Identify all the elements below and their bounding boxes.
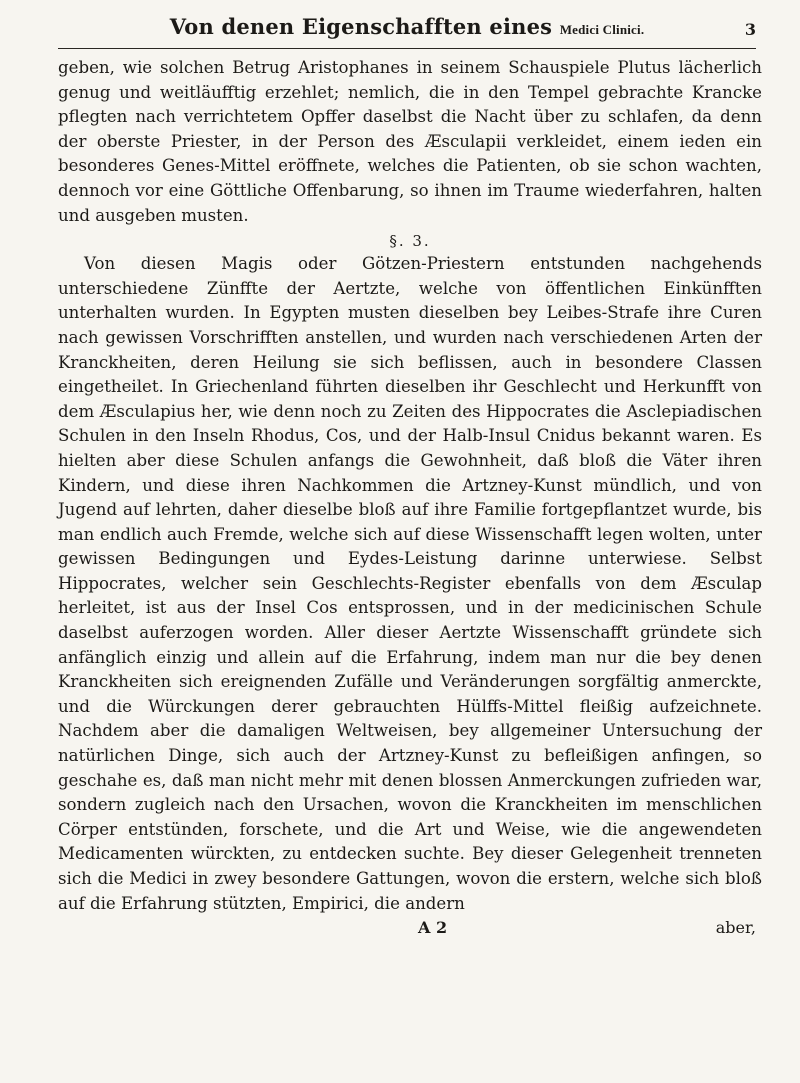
running-title: Von denen Eigenschafften eines	[169, 14, 553, 39]
paragraph-section-3: Von diesen Magis oder Götzen-Priestern entstunden nachgehends unterschiedene Zünffte der Aertzte, welche von öffentlichen Einkünfften unterhalten wurden. In Egypten musten dieselben bey Leibes-Strafe ihre Curen nach gewissen Vorschrifften anstellen, und wurden nach verschiedenen Arten der Kranckheiten, deren Heilung sie sich beflissen, auch in besondere Classen eingetheilet. In Griechenland führten dieselben ihr Geschlecht und Herkunfft von dem Æsculapius her, wie denn noch zu Zeiten des Hippocrates die Asclepiadischen Schulen in den Inseln Rhodus, Cos, und der Halb-Insul Cnidus bekannt waren. Es hielten aber diese Schulen anfangs die Gewohnheit, daß bloß die Väter ihren Kindern, und diese ihren Nachkommen die Artzney-Kunst mündlich, und von Jugend auf lehrten, daher dieselbe bloß auf ihre Familie fortgepflantzet wurde, bis man endlich auch Fremde, welche sich auf diese Wissenschafft legen wolten, unter gewissen Bedingungen und Eydes-Leistung darinne unterwiese. Selbst Hippocrates, welcher sein Geschlechts-Register ebenfalls von dem Æsculap herleitet, ist aus der Insel Cos entsprossen, und in der medicinischen Schule daselbst auferzogen worden. Aller dieser Aertzte Wissenschafft gründete sich anfänglich einzig und allein auf die Erfahrung, indem man nur die bey denen Kranckheiten sich ereignenden Zufälle und Veränderungen sorgfältig anmerckte, und die Würckungen derer gebrauchten Hülffs-Mittel fleißig aufzeichnete. Nachdem aber die damaligen Weltweisen, bey allgemeiner Untersuchung der natürlichen Dinge, sich auch der Artzney-Kunst zu befleißigen anfingen, so geschahe es, daß man nicht mehr mit denen blossen Anmerckungen zufrieden war, sondern zugleich nach den Ursachen, wovon die Kranckheiten im menschlichen Cörper entstünden, forschete, und die Art und Weise, wie die angewendeten Medicamenten würckten, zu entdecken suchte. Bey dieser Gelegenheit trenneten sich die Medici in zwey besondere Gattungen, wovon die erstern, welche sich bloß auf die Erfahrung stützten, Empirici, die andern	[58, 254, 762, 913]
page-number: 3	[744, 20, 756, 39]
paragraph-continued: geben, wie solchen Betrug Aristophanes in seinem Schauspiele Plutus lächerlich genug und weitläufftig erzehlet; nemlich, die in den Tempel gebrachte Krancke pflegten nach verrichtetem Opffer daselbst die Nacht über zu schlafen, da denn der oberste Priester, in der Person des Æsculapii verkleidet, einem ieden ein besonderes Genes-Mittel eröffnete, welches die Patienten, ob sie schon wachten, dennoch vor eine Göttliche Offenbarung, so ihnen im Traume wiederfahren, halten und ausgeben musten.	[58, 58, 762, 225]
running-title-latin: Medici Clinici.	[559, 22, 645, 37]
page-header	[58, 14, 756, 49]
section-number: §. 3.	[389, 232, 431, 251]
page-footer	[58, 918, 762, 944]
catchword: aber,	[715, 918, 756, 938]
signature-mark: A 2	[418, 918, 448, 938]
body-text	[58, 56, 762, 916]
running-head	[170, 14, 645, 39]
